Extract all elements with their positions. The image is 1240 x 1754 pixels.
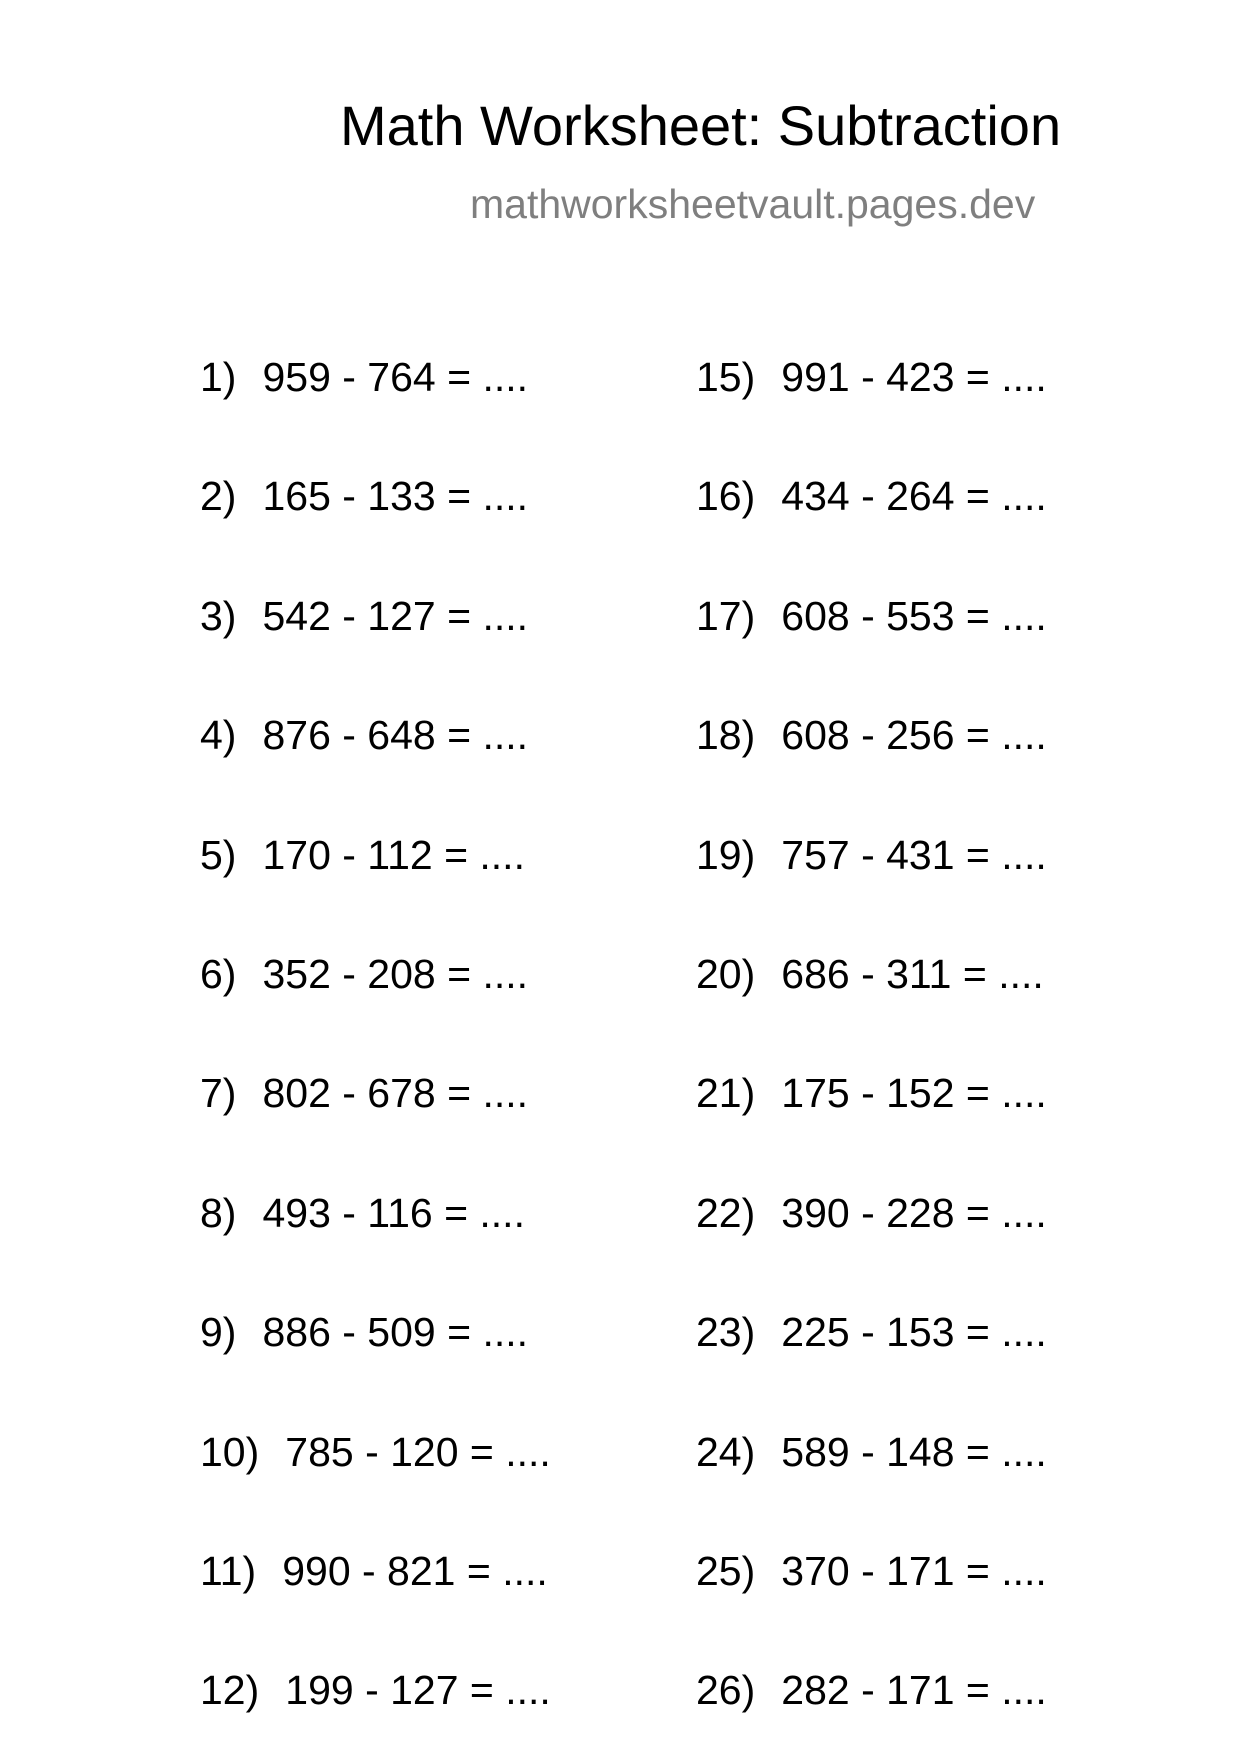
problem-number: 10)	[200, 1429, 260, 1475]
problem-item	[696, 1070, 1047, 1116]
problem-expression: 370 - 171 = ....	[781, 1548, 1047, 1594]
problem-item	[696, 354, 1047, 400]
problem-number: 19)	[696, 832, 756, 878]
problem-number: 2)	[200, 473, 237, 519]
problem-item	[696, 712, 1047, 758]
problem-number: 9)	[200, 1309, 237, 1355]
problem-number: 7)	[200, 1070, 237, 1116]
problem-number: 5)	[200, 832, 237, 878]
problem-item	[200, 354, 529, 400]
problem-expression: 165 - 133 = ....	[262, 473, 529, 519]
problem-number: 18)	[696, 712, 756, 758]
problem-expression: 352 - 208 = ....	[262, 951, 529, 997]
problem-expression: 990 - 821 = ....	[282, 1548, 548, 1594]
problem-number: 22)	[696, 1190, 756, 1236]
problem-number: 20)	[696, 951, 756, 997]
problem-expression: 589 - 148 = ....	[781, 1429, 1047, 1475]
problem-number: 21)	[696, 1070, 756, 1116]
problem-item	[200, 712, 529, 758]
problem-number: 8)	[200, 1190, 237, 1236]
problem-expression: 225 - 153 = ....	[781, 1309, 1047, 1355]
problem-item	[696, 1309, 1047, 1355]
problem-number: 4)	[200, 712, 237, 758]
problem-item	[200, 951, 529, 997]
problem-expression: 991 - 423 = ....	[781, 354, 1047, 400]
problem-item	[200, 473, 529, 519]
problem-number: 16)	[696, 473, 756, 519]
problem-expression: 876 - 648 = ....	[262, 712, 529, 758]
problem-number: 3)	[200, 593, 237, 639]
problem-expression: 785 - 120 = ....	[285, 1429, 551, 1475]
problem-expression: 390 - 228 = ....	[781, 1190, 1047, 1236]
problem-item	[696, 1667, 1047, 1713]
problem-item	[200, 1070, 529, 1116]
problem-expression: 434 - 264 = ....	[781, 473, 1047, 519]
problem-expression: 493 - 116 = ....	[262, 1190, 525, 1236]
problem-item	[696, 593, 1047, 639]
problem-item	[696, 473, 1047, 519]
worksheet-title: Math Worksheet: Subtraction	[340, 94, 1062, 157]
problem-item	[696, 951, 1044, 997]
worksheet-source-url: mathworksheetvault.pages.dev	[470, 181, 1036, 227]
problem-expression: 959 - 764 = ....	[262, 354, 529, 400]
problem-number: 25)	[696, 1548, 756, 1594]
problem-expression: 199 - 127 = ....	[285, 1667, 551, 1713]
problem-item	[200, 1309, 529, 1355]
problem-number: 11)	[200, 1548, 257, 1594]
problem-number: 24)	[696, 1429, 756, 1475]
problem-expression: 608 - 553 = ....	[781, 593, 1047, 639]
problem-item	[200, 1429, 551, 1475]
problem-number: 6)	[200, 951, 237, 997]
problem-item	[696, 1429, 1047, 1475]
problem-item	[200, 593, 529, 639]
problem-item	[696, 1548, 1047, 1594]
problem-item	[696, 1190, 1047, 1236]
problem-item	[200, 1667, 551, 1713]
problem-item	[200, 1548, 548, 1594]
problem-expression: 886 - 509 = ....	[262, 1309, 529, 1355]
problem-number: 12)	[200, 1667, 260, 1713]
problem-item	[696, 832, 1047, 878]
problem-expression: 175 - 152 = ....	[781, 1070, 1047, 1116]
problem-expression: 608 - 256 = ....	[781, 712, 1047, 758]
problem-expression: 542 - 127 = ....	[262, 593, 529, 639]
problem-expression: 686 - 311 = ....	[781, 951, 1044, 997]
problem-expression: 757 - 431 = ....	[781, 832, 1047, 878]
problem-number: 15)	[696, 354, 756, 400]
problem-number: 23)	[696, 1309, 756, 1355]
problem-expression: 170 - 112 = ....	[262, 832, 525, 878]
problem-number: 17)	[696, 593, 756, 639]
problem-expression: 282 - 171 = ....	[781, 1667, 1047, 1713]
problem-item	[200, 832, 525, 878]
problem-expression: 802 - 678 = ....	[262, 1070, 529, 1116]
problem-item	[200, 1190, 525, 1236]
problem-number: 26)	[696, 1667, 756, 1713]
problem-number: 1)	[200, 354, 237, 400]
